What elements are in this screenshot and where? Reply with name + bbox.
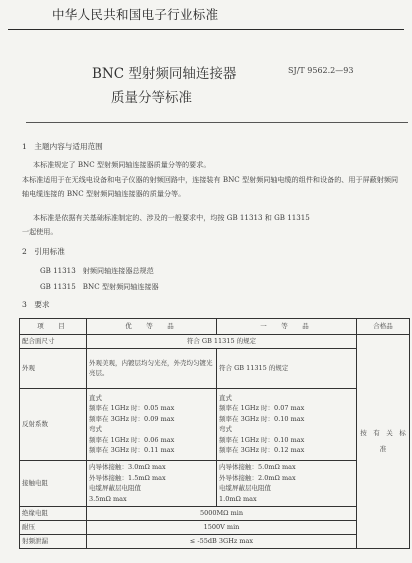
section-1-paragraph-1: 本标准规定了 BNC 型射频同轴连接器质量分等的要求。 [33, 160, 211, 169]
section-1-heading: 1 主题内容与适用范围 [22, 142, 103, 151]
superior-cell: 外观美观，内镀层均匀光亮，外壳均匀镀光亮层。 [87, 348, 217, 388]
section-1-paragraph-3: 本标准是依据有关基础标准制定的、涉及的一般要求中，均按 GB 11313 和 GB 11315 [33, 213, 310, 222]
row-label: 外观 [20, 348, 87, 388]
document-subtitle: 质量分等标准 [111, 90, 192, 106]
table-row [20, 506, 410, 520]
row-label: 耐压 [20, 520, 87, 534]
table-row [20, 534, 410, 548]
section-1-paragraph-2: 本标准适用于在无线电设备和电子仪器的射频回路中，连接装有 BNC 型射频同轴电缆的组件和设备的、用于屏蔽射频同轴电缆连接的 BNC 型射频同轴连接器的质量分等。 [22, 175, 399, 198]
first-class-cell: 符合 GB 11315 的规定 [217, 348, 357, 388]
row-label: 绝缘电阻 [20, 506, 87, 520]
table-row [20, 460, 410, 506]
reference-standard: GB 11313 射频同轴连接器总规范 [40, 266, 154, 275]
superior-cell: 直式 频率在 1GHz 时：0.05 max 频率在 3GHz 时：0.09 max 弯式 频率在 1GHz 时：0.06 max 频率在 3GHz 时：0.11 max [87, 388, 217, 460]
first-class-cell: 直式 频率在 1GHz 时：0.07 max 频率在 3GHz 时：0.10 max 弯式 频率在 1GHz 时：0.10 max 频率在 3GHz 时：0.12 max [217, 388, 357, 460]
section-1-paragraph-3-cont: 一起使用。 [22, 227, 58, 236]
section-2-heading: 2 引用标准 [22, 247, 65, 256]
merged-cell: 5000MΩ min [87, 506, 357, 520]
header-rule [8, 29, 404, 30]
title-rule [26, 122, 408, 123]
merged-cell: 1500V min [87, 520, 357, 534]
table-row [20, 520, 410, 534]
standard-number: SJ/T 9562.2—93 [288, 66, 354, 75]
table-row [20, 348, 410, 388]
reference-standard: GB 11315 BNC 型射频同轴连接器 [40, 282, 159, 291]
section-3-heading: 3 要求 [22, 300, 50, 309]
row-label: 接触电阻 [20, 460, 87, 506]
merged-cell: 符合 GB 11315 的规定 [87, 335, 357, 349]
row-label: 射频泄漏 [20, 534, 87, 548]
table-row [20, 335, 410, 349]
column-header-superior: 优 等 品 [87, 319, 217, 335]
first-class-cell: 内导体接触：5.0mΩ max 外导体接触：2.0mΩ max 电缆屏蔽层电阻值 1.0mΩ max [217, 460, 357, 506]
table-header-row [20, 319, 410, 335]
merged-cell: ≤ -55dB 3GHz max [87, 534, 357, 548]
table-row [20, 388, 410, 460]
document-title: BNC 型射频同轴连接器 [92, 66, 237, 82]
publisher-header: 中华人民共和国电子行业标准 [52, 7, 219, 22]
requirements-table [19, 318, 410, 549]
superior-cell: 内导体接触：3.0mΩ max 外导体接触：1.5mΩ max 电缆屏蔽层电阻值 3.5mΩ max [87, 460, 217, 506]
row-label: 反射系数 [20, 388, 87, 460]
column-header-item: 项 目 [20, 319, 87, 335]
column-header-qualified: 合格品 [357, 319, 410, 335]
column-header-first: 一 等 品 [217, 319, 357, 335]
qualified-column-note: 按 有 关 标 准 [357, 335, 410, 549]
row-label: 配合面尺寸 [20, 335, 87, 349]
